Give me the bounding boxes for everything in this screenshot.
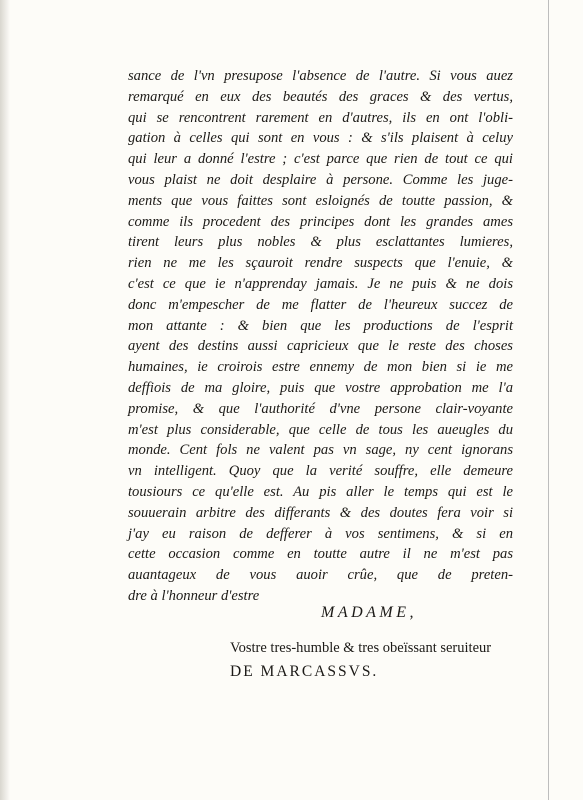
text-line: mon attante : & bien que les productions de l'esprit [128,317,513,334]
text-line: m'est plus considerable, que celle de tous les aueugles du [128,421,513,438]
signature-name: DE MARCASSVS. [230,663,379,680]
salutation: MADAME, [321,604,418,621]
text-line: tousiours ce qu'elle est. Au pis aller le temps qui est le [128,483,513,500]
text-line: deffiois de ma gloire, puis que vostre approbation me l'a [128,379,513,396]
text-line: souuerain arbitre des differants & des doutes fera voir si [128,504,513,521]
text-line: donc m'empescher de me flatter de l'heureux succez de [128,296,513,313]
signature-closing: Vostre tres-humble & tres obeïssant seruiteur [230,640,492,656]
text-line: auantageux de vous auoir crûe, que de preten- [128,567,513,584]
text-line: vous plaist ne doit desplaire à persone. Comme les juge- [128,171,513,188]
text-line: vn intelligent. Quoy que la verité souffre, elle demeure [128,463,513,480]
text-line: tirent leurs plus nobles & plus esclattantes lumieres, [128,234,513,251]
text-line: humaines, ie croirois estre ennemy de mon bien si ie me [128,359,513,376]
text-line: qui leur a donné l'estre ; c'est parce que rien de tout ce qui [128,151,513,168]
page-edge-line [548,0,549,800]
text-line: cette occasion comme en toutte autre il ne m'est pas [128,546,513,563]
text-line: ments que vous faittes sont esloignés de toutte passion, & [128,192,513,209]
text-line: qui se rencontrent rarement en d'autres, ils en ont l'obli- [128,109,513,126]
text-line: remarqué en eux des beautés des graces & des vertus, [128,88,513,105]
text-line: rien ne me les sçauroit rendre suspects que l'enuie, & [128,255,513,272]
text-line: c'est ce que ie n'apprenday jamais. Je ne puis & ne dois [128,275,513,292]
text-line: dre à l'honneur d'estre [128,587,260,604]
text-line: promise, & que l'authorité d'vne persone clair-voyante [128,400,513,417]
letter-body [128,66,513,607]
text-line: monde. Cent fols ne valent pas vn sage, ny cent ignorans [128,442,513,459]
binding-shadow [0,0,10,800]
text-line: gation à celles qui sont en vous : & s'ils plaisent à celuy [128,130,513,147]
text-line: sance de l'vn presupose l'absence de l'autre. Si vous auez [128,68,513,84]
text-line: comme ils procedent des principes dont les grandes ames [128,213,513,230]
text-line: ayent des destins aussi capricieux que le reste des choses [128,338,513,355]
text-line: j'ay eu raison de defferer à vos sentimens, & si en [128,525,513,542]
